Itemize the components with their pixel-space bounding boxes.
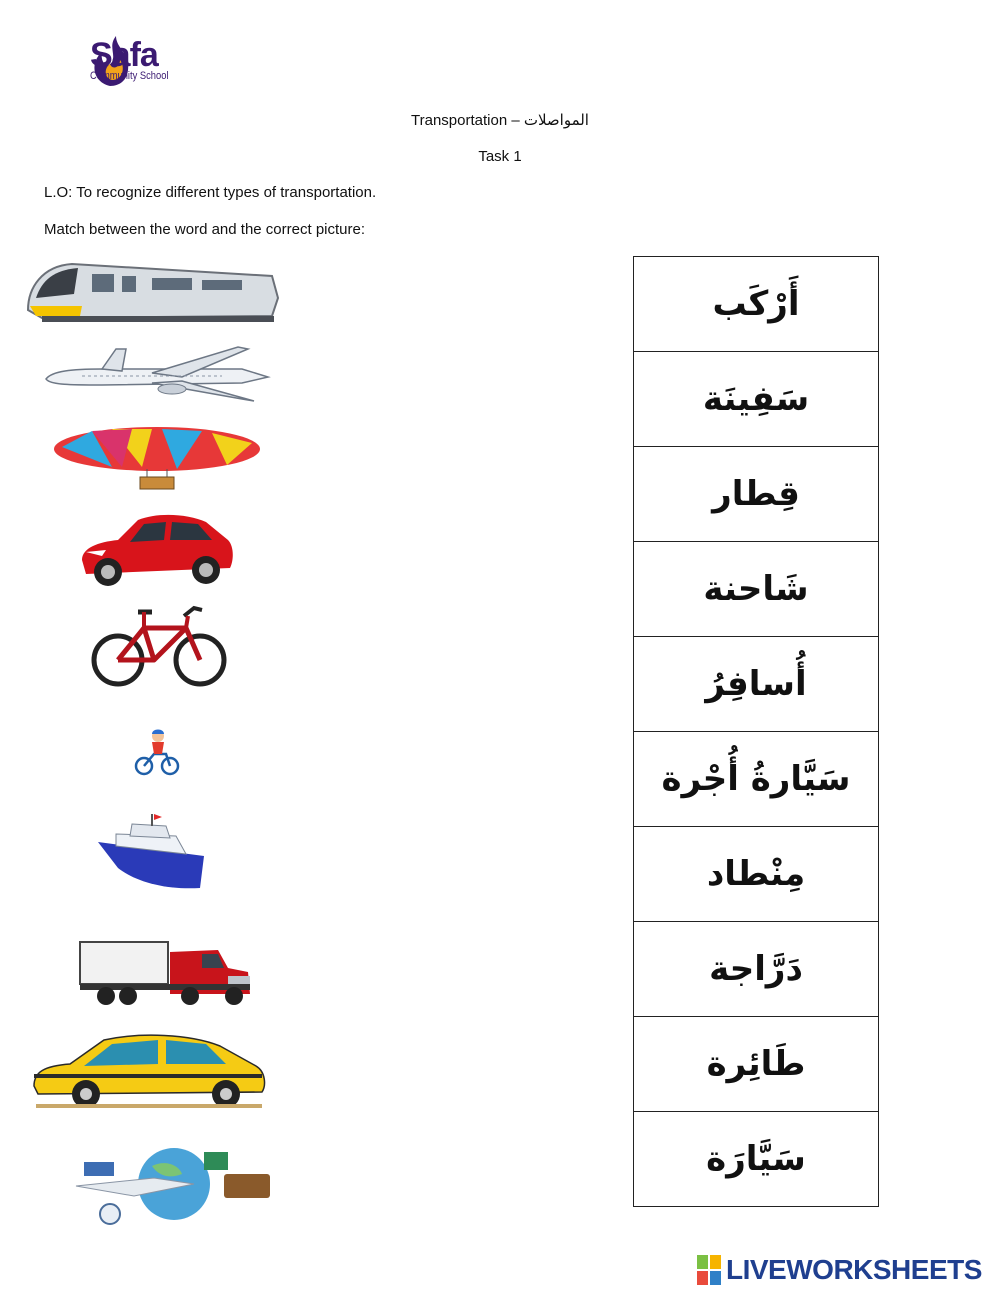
ship-icon[interactable] <box>96 812 208 892</box>
word-cell[interactable]: أُسافِرُ <box>634 637 879 732</box>
travel-collage-icon[interactable] <box>74 1144 274 1226</box>
child-cyclist-icon[interactable] <box>134 728 180 776</box>
red-car-icon[interactable] <box>78 510 236 592</box>
learning-objective: L.O: To recognize different types of transportation. <box>44 184 377 201</box>
word-cell[interactable]: سَفِينَة <box>634 352 879 447</box>
word-cell[interactable]: سَيَّارةُ أُجْرة <box>634 732 879 827</box>
logo-word: Safa <box>90 36 158 74</box>
hot-air-balloon-icon[interactable] <box>52 425 262 491</box>
truck-icon[interactable] <box>78 938 252 1008</box>
instruction-text: Match between the word and the correct picture: <box>44 221 366 238</box>
taxi-icon[interactable] <box>30 1030 270 1110</box>
bicycle-icon[interactable] <box>88 604 230 688</box>
train-icon[interactable] <box>22 258 280 328</box>
word-cell[interactable]: قِطار <box>634 447 879 542</box>
word-cell[interactable]: دَرَّاجة <box>634 922 879 1017</box>
word-cell[interactable]: مِنْطاد <box>634 827 879 922</box>
liveworksheets-logo-icon <box>697 1255 721 1285</box>
word-table <box>633 256 879 1207</box>
footer-brand: LIVEWORKSHEETS <box>726 1254 982 1285</box>
airplane-icon[interactable] <box>42 343 272 405</box>
word-cell[interactable]: شَاحنة <box>634 542 879 637</box>
page-title: Transportation – المواصلات <box>411 112 589 129</box>
word-cell[interactable]: طَائِرة <box>634 1017 879 1112</box>
word-cell[interactable]: سَيَّارَة <box>634 1112 879 1207</box>
task-label: Task 1 <box>478 148 522 165</box>
logo-subtitle: Community School <box>90 70 169 82</box>
word-cell[interactable]: أَرْكَب <box>634 257 879 352</box>
